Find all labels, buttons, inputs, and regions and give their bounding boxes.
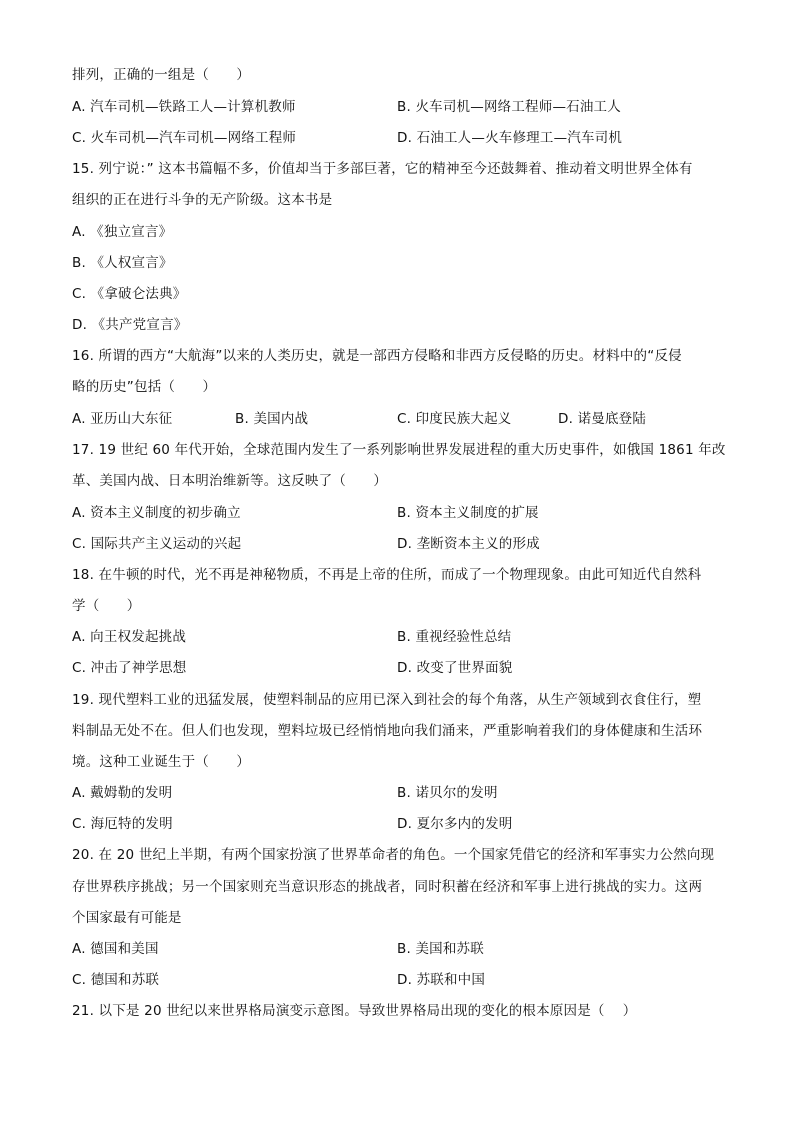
q17-option-b: B. 资本主义制度的扩展 — [397, 505, 539, 521]
q20-option-a: A. 德国和美国 — [72, 941, 159, 957]
q15-option-b: B. 《人权宣言》 — [72, 255, 173, 271]
q17-option-a: A. 资本主义制度的初步确立 — [72, 505, 241, 521]
q18-option-c: C. 冲击了神学思想 — [72, 660, 187, 676]
q16-option-b: B. 美国内战 — [235, 411, 309, 427]
question-18-line-1: 18. 在牛顿的时代，光不再是神秘物质，不再是上帝的住所，而成了一个物理现象。由此可知近代自然科 — [72, 567, 702, 583]
question-19-line-1: 19. 现代塑料工业的迅猛发展，使塑料制品的应用已深入到社会的每个角落，从生产领域到衣食住行，塑 — [72, 692, 702, 708]
q20-option-d: D. 苏联和中国 — [397, 972, 486, 988]
q14-option-a: A. 汽车司机—铁路工人—计算机教师 — [72, 99, 296, 115]
q17-option-c: C. 国际共产主义运动的兴起 — [72, 536, 242, 552]
q14-option-c: C. 火车司机—汽车司机—网络工程师 — [72, 130, 297, 146]
question-16-line-1: 16. 所谓的西方“大航海”以来的人类历史，就是一部西方侵略和非西方反侵略的历史。材料中的“反侵 — [72, 348, 682, 364]
q15-option-d: D. 《共产党宣言》 — [72, 317, 188, 333]
question-20-line-1: 20. 在 20 世纪上半期，有两个国家扮演了世界革命者的角色。一个国家凭借它的经济和军事实力公然向现 — [72, 847, 715, 863]
question-17-line-1: 17. 19 世纪 60 年代开始，全球范围内发生了一系列影响世界发展进程的重大历史事件，如俄国 1861 年改 — [72, 442, 726, 458]
q15-option-c: C. 《拿破仑法典》 — [72, 286, 187, 302]
question-16-line-2: 略的历史”包括（ ） — [72, 379, 217, 395]
question-17-line-2: 革、美国内战、日本明治维新等。这反映了（ ） — [72, 473, 388, 489]
question-21-line-1: 21. 以下是 20 世纪以来世界格局演变示意图。导致世界格局出现的变化的根本原因是（ ） — [72, 1003, 637, 1019]
q18-option-b: B. 重视经验性总结 — [397, 629, 512, 645]
q14-option-d: D. 石油工人—火车修理工—汽车司机 — [397, 130, 623, 146]
q20-option-c: C. 德国和苏联 — [72, 972, 160, 988]
q16-option-a: A. 亚历山大东征 — [72, 411, 173, 427]
q15-option-a: A. 《独立宣言》 — [72, 224, 173, 240]
q14-option-b: B. 火车司机—网络工程师—石油工人 — [397, 99, 621, 115]
q18-option-a: A. 向王权发起挑战 — [72, 629, 187, 645]
q16-option-d: D. 诺曼底登陆 — [558, 411, 647, 427]
q18-option-d: D. 改变了世界面貌 — [397, 660, 513, 676]
q20-option-b: B. 美国和苏联 — [397, 941, 484, 957]
question-20-line-3: 个国家最有可能是 — [72, 910, 182, 926]
q16-option-c: C. 印度民族大起义 — [397, 411, 512, 427]
question-19-line-3: 境。这种工业诞生于（ ） — [72, 754, 251, 770]
q19-option-c: C. 海厄特的发明 — [72, 816, 173, 832]
q19-option-d: D. 夏尔多内的发明 — [397, 816, 513, 832]
question-14-tail: 排列，正确的一组是（ ） — [72, 67, 251, 83]
question-20-line-2: 存世界秩序挑战；另一个国家则充当意识形态的挑战者，同时积蓄在经济和军事上进行挑战的实力。这两 — [72, 879, 703, 895]
q17-option-d: D. 垄断资本主义的形成 — [397, 536, 540, 552]
question-15-line-1: 15. 列宁说：” 这本书篇幅不多，价值却当于多部巨著，它的精神至今还鼓舞着、推动着文明世界全体有 — [72, 161, 693, 177]
question-15-line-2: 组织的正在进行斗争的无产阶级。这本书是 — [72, 192, 333, 208]
question-19-line-2: 料制品无处不在。但人们也发现，塑料垃圾已经悄悄地向我们涌来，严重影响着我们的身体健康和生活环 — [72, 723, 703, 739]
q19-option-b: B. 诺贝尔的发明 — [397, 785, 498, 801]
question-18-line-2: 学（ ） — [72, 598, 141, 614]
q19-option-a: A. 戴姆勒的发明 — [72, 785, 173, 801]
